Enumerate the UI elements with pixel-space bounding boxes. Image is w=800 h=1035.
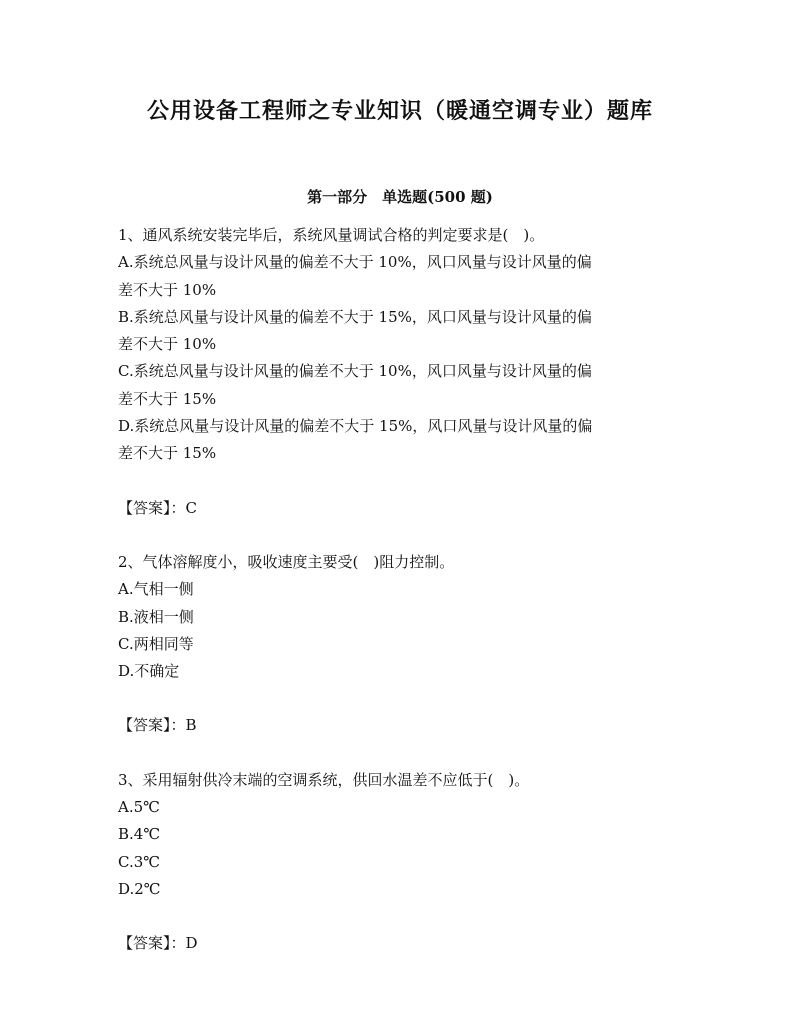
answer: 【答案】：B — [118, 716, 197, 735]
question-stem: 1、通风系统安装完毕后，系统风量调试合格的判定要求是( )。 — [118, 226, 545, 244]
section-heading: 第一部分 单选题(500 题) — [307, 188, 493, 206]
question-stem: 2、气体溶解度小，吸收速度主要受( )阻力控制。 — [118, 552, 455, 571]
option-b-continued: 差不大于 10% — [118, 335, 217, 354]
question-stem: 3、采用辐射供冷末端的空调系统，供回水温差不应低于( )。 — [118, 770, 530, 789]
question-list — [118, 222, 688, 958]
question-1 — [118, 222, 688, 522]
option-a: A.气相一侧 — [118, 580, 194, 599]
question-2 — [118, 549, 688, 740]
option-a-continued: 差不大于 10% — [118, 280, 217, 299]
option-c: C.系统总风量与设计风量的偏差不大于 10%，风口风量与设计风量的偏 — [118, 362, 592, 381]
answer: 【答案】：C — [118, 498, 197, 517]
option-b: B.液相一侧 — [118, 607, 194, 626]
option-d-continued: 差不大于 15% — [118, 444, 217, 463]
option-c: C.3℃ — [118, 852, 161, 871]
question-3 — [118, 767, 688, 958]
option-d: D.系统总风量与设计风量的偏差不大于 15%，风口风量与设计风量的偏 — [118, 417, 593, 436]
document-title: 公用设备工程师之专业知识（暖通空调专业）题库 — [146, 98, 653, 124]
option-b: B.系统总风量与设计风量的偏差不大于 15%，风口风量与设计风量的偏 — [118, 307, 592, 326]
option-c-continued: 差不大于 15% — [118, 389, 217, 408]
option-d: D.不确定 — [118, 662, 180, 681]
option-c: C.两相同等 — [118, 634, 194, 653]
option-d: D.2℃ — [118, 879, 161, 898]
option-b: B.4℃ — [118, 825, 161, 844]
option-a: A.系统总风量与设计风量的偏差不大于 10%，风口风量与设计风量的偏 — [118, 253, 592, 272]
option-a: A.5℃ — [118, 798, 160, 817]
answer: 【答案】：D — [118, 934, 198, 953]
